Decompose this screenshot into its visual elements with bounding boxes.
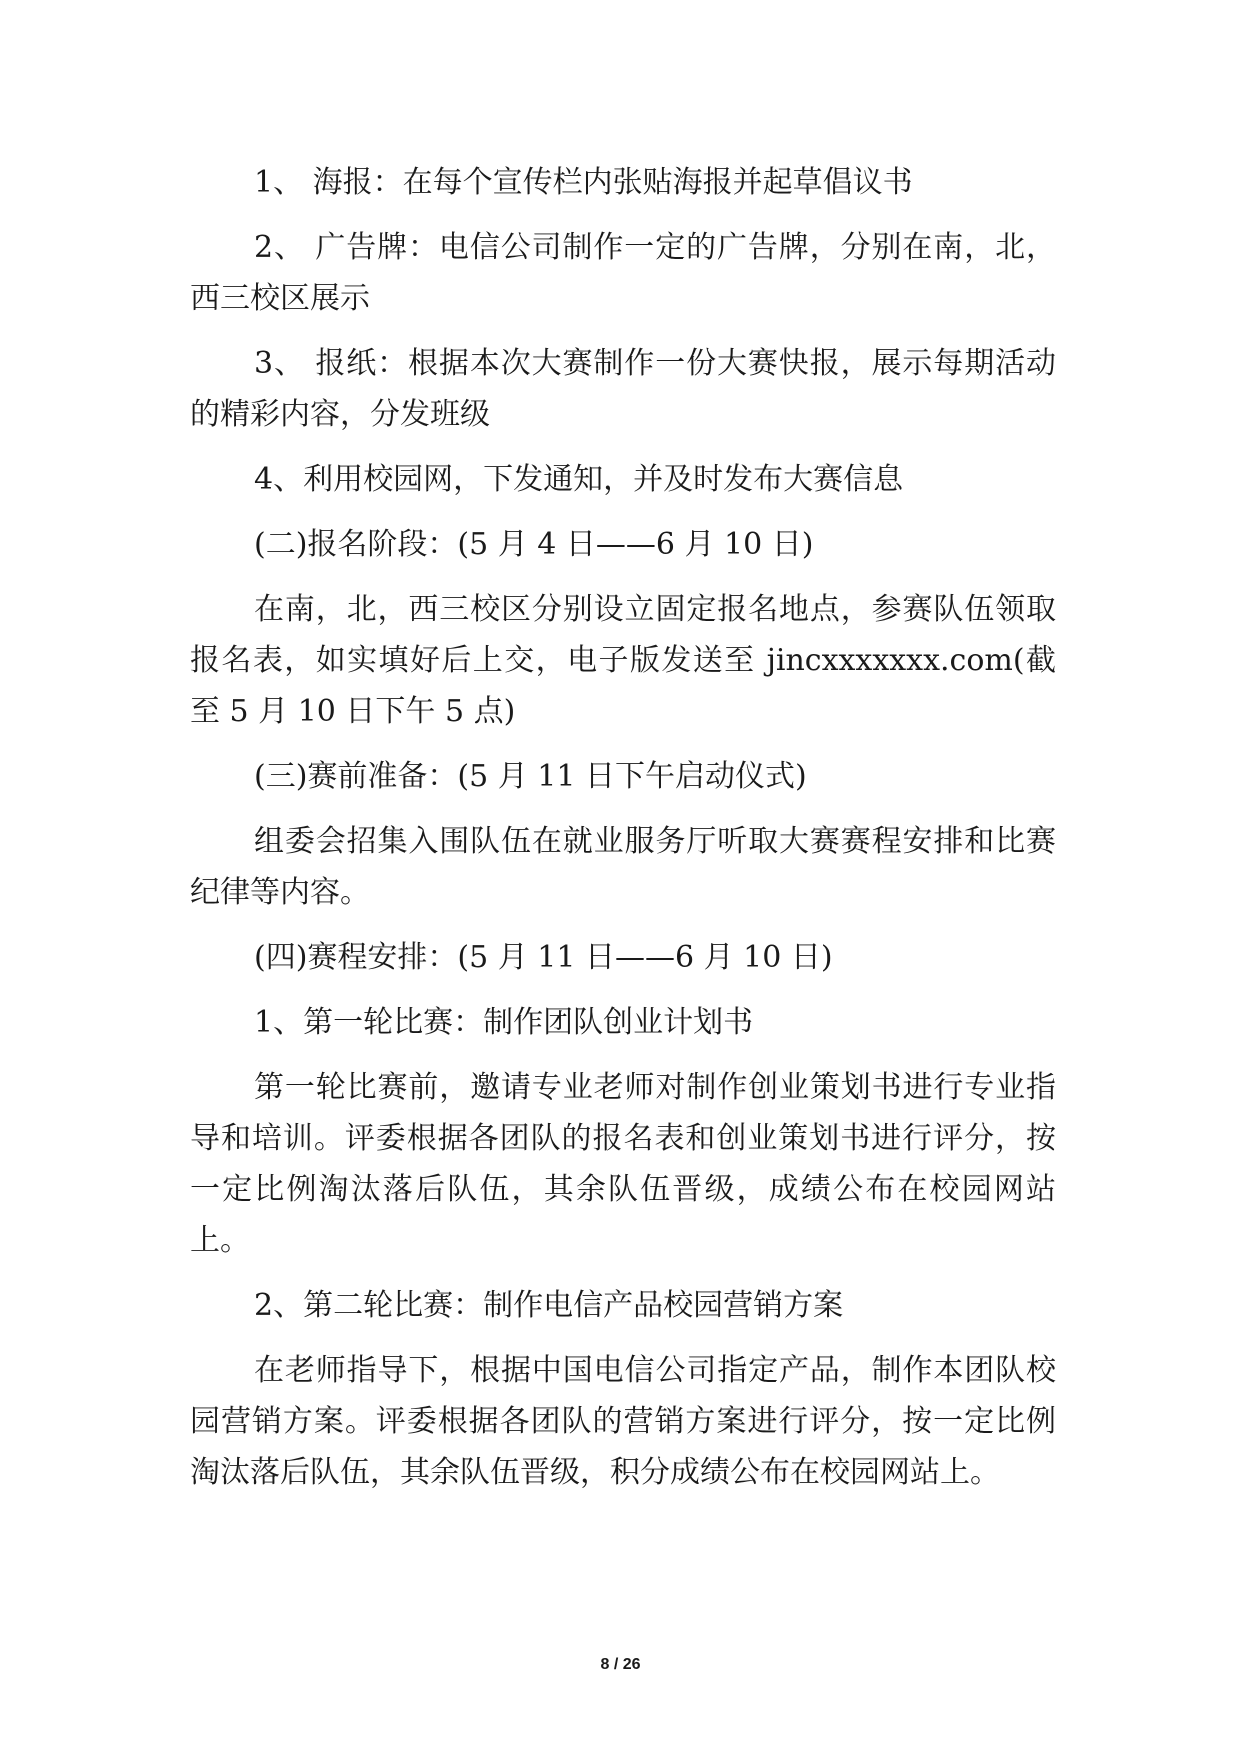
paragraph-round-two-details: 在老师指导下，根据中国电信公司指定产品，制作本团队校园营销方案。评委根据各团队的营销方案进行评分，按一定比例淘汰落后队伍，其余队伍晋级，积分成绩公布在校园网站上。 — [190, 1353, 1056, 1490]
heading-pre-competition: (三)赛前准备：(5 月 11 日下午启动仪式) — [254, 759, 807, 794]
paragraph-poster: 1、 海报：在每个宣传栏内张贴海报并起草倡议书 — [254, 165, 913, 200]
paragraph-pre-competition-details: 组委会招集入围队伍在就业服务厅听取大赛赛程安排和比赛纪律等内容。 — [190, 824, 1056, 910]
paragraph-billboard: 2、 广告牌：电信公司制作一定的广告牌，分别在南，北，西三校区展示 — [190, 230, 1056, 316]
paragraph-registration-details: 在南，北，西三校区分别设立固定报名地点，参赛队伍领取报名表，如实填好后上交，电子版发送至 jincxxxxxxx.com(截至 5 月 10 日下午 5 点) — [190, 592, 1056, 729]
paragraph-campus-network: 4、利用校园网，下发通知，并及时发布大赛信息 — [254, 462, 904, 497]
document-body — [190, 157, 1056, 1512]
paragraph-newspaper: 3、 报纸：根据本次大赛制作一份大赛快报，展示每期活动的精彩内容，分发班级 — [190, 346, 1056, 432]
heading-registration-stage: (二)报名阶段：(5 月 4 日——6 月 10 日) — [254, 527, 814, 562]
heading-round-two: 2、第二轮比赛：制作电信产品校园营销方案 — [254, 1288, 844, 1323]
page-number: 8 / 26 — [600, 1656, 641, 1673]
heading-schedule: (四)赛程安排：(5 月 11 日——6 月 10 日) — [254, 940, 833, 975]
heading-round-one: 1、第一轮比赛：制作团队创业计划书 — [254, 1005, 754, 1040]
paragraph-round-one-details: 第一轮比赛前，邀请专业老师对制作创业策划书进行专业指导和培训。评委根据各团队的报名表和创业策划书进行评分，按一定比例淘汰落后队伍，其余队伍晋级，成绩公布在校园网站上。 — [190, 1070, 1056, 1258]
